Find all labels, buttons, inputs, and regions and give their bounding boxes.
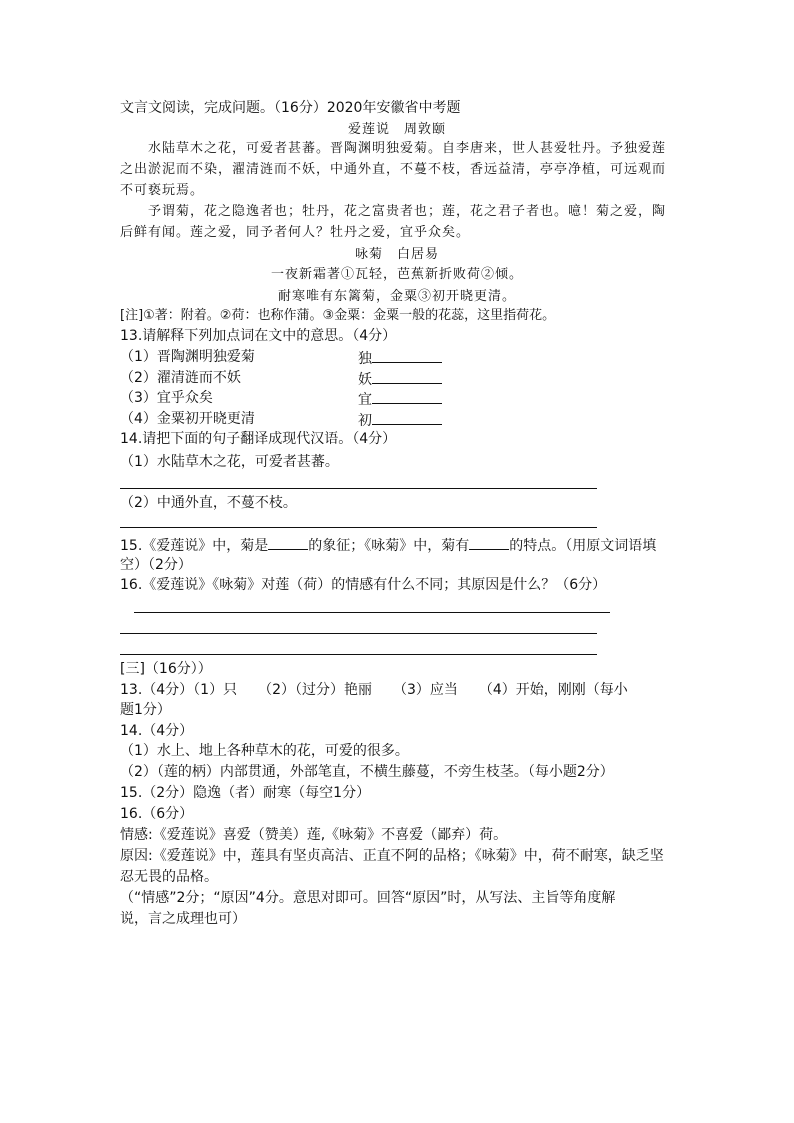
poem1-line: 之出淤泥而不染，濯清涟而不妖，中通外直，不蔓不枝，香远益清，亭亭净植，可远观而: [120, 162, 667, 177]
answer-line-text: （2）（莲的柄）内部贯通，外部笔直，不横生藤蔓，不旁生枝茎。（每小题2分）: [120, 764, 614, 780]
answer-line-text: 原因:《爱莲说》中，莲具有坚贞高洁、正直不阿的品格；《咏菊》中，荷不耐寒，缺乏坚: [120, 848, 664, 864]
answer-line-text: 题1分）: [120, 702, 171, 718]
answer-line-text: 忍无畏的品格。: [120, 869, 218, 885]
annotation-note: [注]①著：附着。②荷：也称作蒲。③金粟：金粟一般的花蕊，这里指荷花。: [120, 308, 556, 323]
q13-item: （2）濯清涟而不妖: [120, 370, 241, 386]
answer-line: [120, 488, 597, 489]
poem2-line: 一夜新霜著①瓦轻，芭蕉新折败荷②倾。: [270, 267, 523, 282]
q14-title: 14.请把下面的句子翻译成现代汉语。（4分）: [120, 431, 397, 447]
answer-line-text: 13.（4分）（1）只 （2）（过分）艳丽 （3）应当 （4）开始，刚刚（每小: [120, 682, 628, 698]
poem1-line: 后鲜有闻。莲之爱，同予者何人？牡丹之爱，宜乎众矣。: [120, 225, 471, 240]
q13-answer-slot: 独: [358, 348, 442, 368]
poem1-line: 予谓菊，花之隐逸者也；牡丹，花之富贵者也；莲，花之君子者也。噫！菊之爱，陶: [148, 204, 667, 219]
q14-sentence: （1）水陆草木之花，可爱者甚蕃。: [120, 454, 339, 470]
poem2-title: 咏菊 白居易: [354, 247, 439, 262]
q16-title: 16.《爱莲说》《咏菊》对莲（荷）的情感有什么不同；其原因是什么？（6分）: [120, 577, 607, 593]
answer-line-text: 16.（6分）: [120, 806, 194, 822]
answer-line: [134, 612, 610, 613]
poem1-title: 爱莲说 周敦颐: [347, 122, 446, 137]
answer-line-text: 说，言之成理也可）: [120, 911, 246, 927]
answer-line-text: （“情感”2分；“原因”4分。意思对即可。回答“原因”时，从写法、主旨等角度解: [120, 890, 616, 906]
answer-line: [120, 527, 597, 528]
q15-line: 空）（2分）: [120, 557, 192, 573]
answer-line: [120, 633, 597, 634]
q13-item: （3）宜乎众矣: [120, 390, 213, 406]
answer-line-text: [三]（16分））: [120, 661, 212, 677]
q13-answer-slot: 初: [358, 410, 442, 430]
poem1-line: 水陆草木之花，可爱者甚蕃。晋陶渊明独爱菊。自李唐来，世人甚爱牡丹。予独爱莲: [148, 141, 667, 156]
answer-line-text: 情感:《爱莲说》喜爱（赞美）莲,《咏菊》不喜爱（鄙弃）荷。: [120, 827, 508, 843]
poem1-line: 不可亵玩焉。: [120, 183, 205, 198]
answer-line-text: 14.（4分）: [120, 723, 194, 739]
answer-line-text: （1）水上、地上各种草木的花，可爱的很多。: [120, 743, 409, 759]
intro-line: 文言文阅读，完成问题。（16分）2020年安徽省中考题: [120, 100, 461, 116]
q13-item: （4）金粟初开晓更清: [120, 411, 255, 427]
q13-item: （1）晋陶渊明独爱菊: [120, 349, 255, 365]
q13-answer-slot: 妖: [358, 369, 442, 389]
q15-line: 15.《爱莲说》中，菊是 的象征；《咏菊》中，菊有 的特点。（用原文词语填: [120, 535, 656, 555]
poem2-line: 耐寒唯有东篱菊，金粟③初开晓更清。: [277, 289, 516, 304]
answer-line: [120, 654, 597, 655]
q13-title: 13.请解释下列加点词在文中的意思。（4分）: [120, 328, 397, 344]
q13-answer-slot: 宜: [358, 389, 442, 409]
q14-sentence: （2）中通外直，不蔓不枝。: [120, 495, 297, 511]
answer-line-text: 15.（2分）隐逸（者）耐寒（每空1分）: [120, 785, 371, 801]
